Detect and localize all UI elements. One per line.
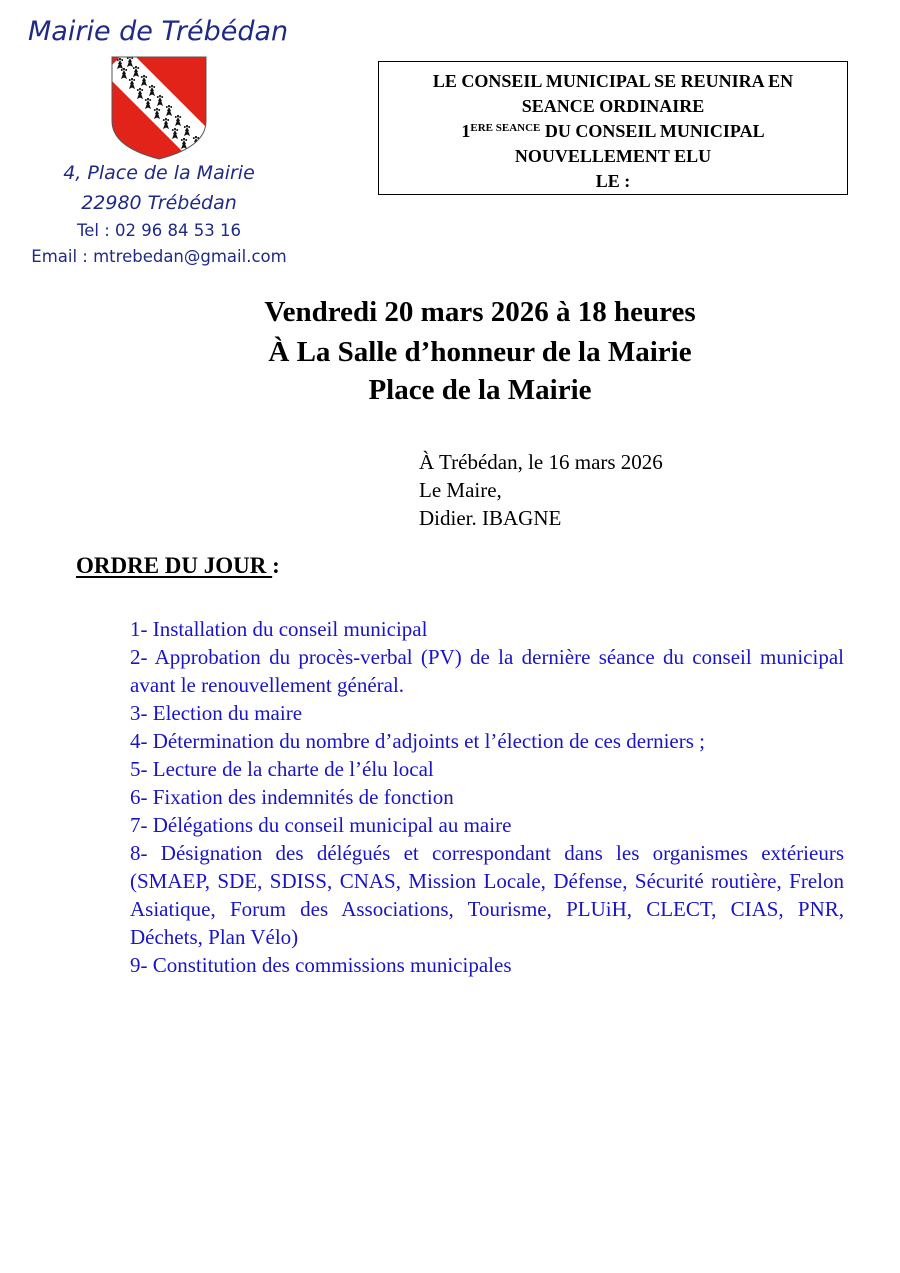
agenda-title-text: ORDRE DU JOUR	[76, 553, 273, 578]
notice-ordinal: 1	[461, 121, 471, 141]
meeting-notice-box	[378, 61, 848, 195]
agenda-item: 5- Lecture de la charte de l’élu local	[130, 757, 434, 781]
hermine-shield-icon	[110, 55, 208, 161]
signoff-role: Le Maire,	[419, 478, 502, 502]
org-name: Mairie de Trébédan	[28, 16, 289, 47]
agenda-item: 2- Approbation du procès-verbal (PV) de la dernière séance du conseil municipal avant le renouvellement général.	[130, 645, 844, 697]
address-line-2: 22980 Trébédan	[81, 192, 237, 214]
agenda-item: 1- Installation du conseil municipal	[130, 617, 428, 641]
agenda-item: 3- Election du maire	[130, 701, 303, 725]
agenda-item: 4- Détermination du nombre d’adjoints et l’élection de ces derniers ;	[130, 729, 705, 753]
agenda-item: 7- Délégations du conseil municipal au maire	[130, 813, 512, 837]
notice-line-5: LE :	[595, 171, 631, 191]
session-date: Vendredi 20 mars 2026 à 18 heures	[264, 296, 696, 328]
notice-line-1: LE CONSEIL MUNICIPAL SE REUNIRA EN	[432, 71, 794, 91]
email-address: Email : mtrebedan@gmail.com	[31, 247, 287, 266]
signoff-name: Didier. IBAGNE	[419, 506, 562, 530]
agenda-list	[130, 615, 844, 979]
session-place: Place de la Mairie	[368, 374, 592, 406]
address-line-1: 4, Place de la Mairie	[63, 162, 255, 184]
phone-number: Tel : 02 96 84 53 16	[76, 221, 242, 240]
notice-line-3-rest: DU CONSEIL MUNICIPAL	[540, 121, 765, 141]
session-venue: À La Salle d’honneur de la Mairie	[268, 336, 692, 368]
agenda-title	[76, 553, 280, 579]
agenda-title-colon: :	[272, 553, 280, 578]
signoff-place-date: À Trébédan, le 16 mars 2026	[419, 450, 663, 474]
notice-ordinal-suffix: ERE SEANCE	[470, 122, 541, 134]
notice-line-4: NOUVELLEMENT ELU	[514, 146, 712, 166]
agenda-item: 6- Fixation des indemnités de fonction	[130, 785, 454, 809]
agenda-item: 9- Constitution des commissions municipales	[130, 953, 512, 977]
notice-line-2: SEANCE ORDINAIRE	[521, 96, 705, 116]
agenda-item: 8- Désignation des délégués et correspondant dans les organismes extérieurs (SMAEP, SDE, SDISS, CNAS, Mission Locale, Défense, Sécurité routière, Frelon Asiatique, Forum des Associations, Tourisme, PLUiH, CLECT, CIAS, PNR, Déchets, Plan Vélo)	[130, 841, 844, 949]
notice-line-3	[379, 119, 847, 144]
